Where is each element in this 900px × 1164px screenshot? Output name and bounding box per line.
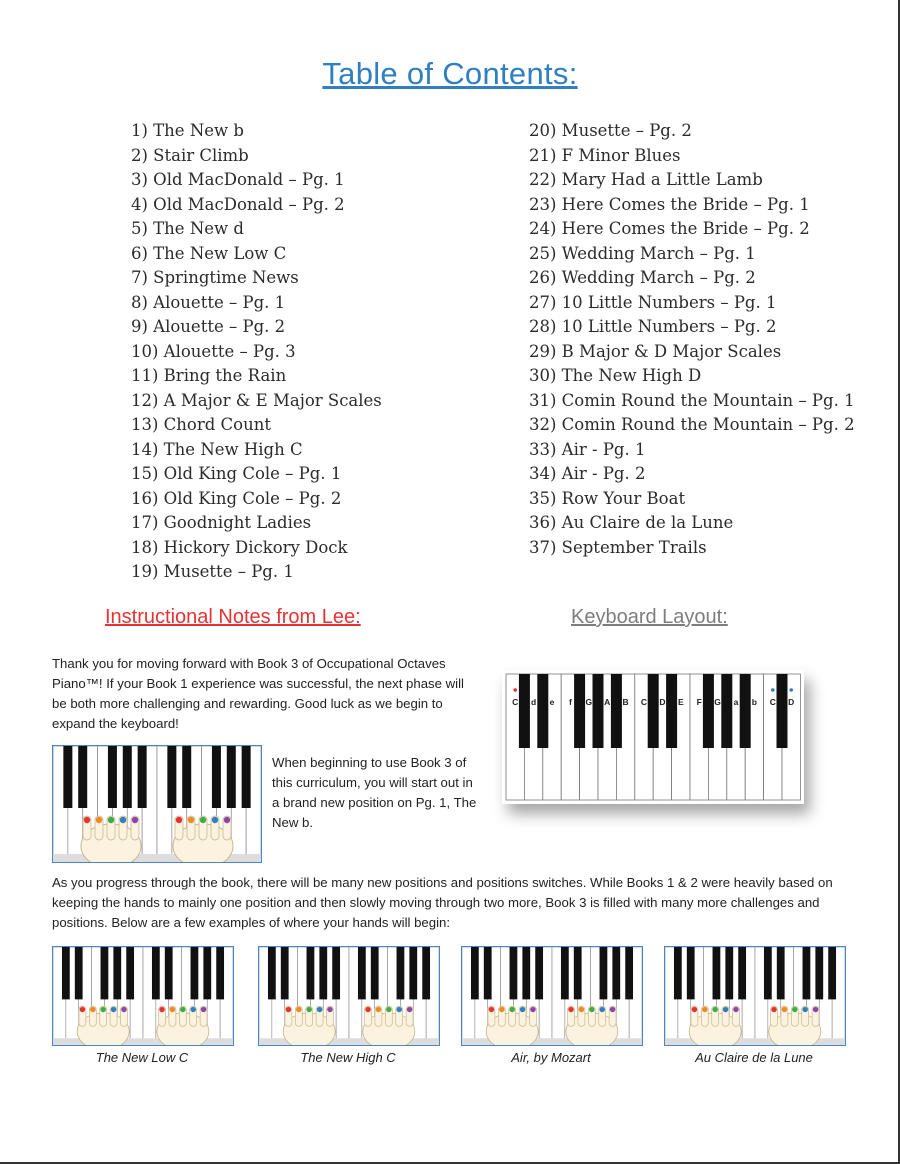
toc-entry: 4) Old MacDonald – Pg. 2 bbox=[131, 194, 345, 214]
fingertip-dot bbox=[200, 817, 206, 823]
key-label: f bbox=[568, 697, 572, 707]
hand-position-illustration bbox=[462, 947, 642, 1045]
fingertip-dot bbox=[96, 817, 102, 823]
black-key bbox=[510, 947, 518, 999]
toc-entry: 12) A Major & E Major Scales bbox=[131, 390, 382, 410]
fingertip-dot bbox=[121, 1007, 127, 1012]
toc-entry: 19) Musette – Pg. 1 bbox=[131, 562, 294, 581]
toc-entry: 15) Old King Cole – Pg. 1 bbox=[131, 464, 342, 483]
fingertip-dot bbox=[159, 1007, 165, 1012]
toc-entry: 14) The New High C bbox=[131, 439, 303, 459]
toc-entry: 21) F Minor Blues bbox=[529, 145, 681, 165]
fingertip-dot bbox=[188, 817, 194, 823]
key-label: D bbox=[659, 697, 666, 707]
black-key bbox=[666, 674, 677, 748]
toc-entry: 23) Here Comes the Bride – Pg. 1 bbox=[529, 194, 810, 214]
black-key bbox=[62, 947, 70, 999]
hand-position-illustration bbox=[53, 746, 261, 862]
key-label: d bbox=[530, 697, 537, 707]
toc-entry: 20) Musette – Pg. 2 bbox=[529, 121, 692, 140]
toc-entry: 5) The New d bbox=[131, 219, 244, 238]
toc-entry: 22) Mary Had a Little Lamb bbox=[529, 170, 763, 189]
fingertip-dot bbox=[530, 1007, 536, 1012]
toc-entry: 1) The New b bbox=[131, 121, 244, 140]
fingertip-dot bbox=[813, 1007, 819, 1012]
hands-new-high-c-image bbox=[258, 946, 440, 1046]
key-label: b bbox=[751, 697, 758, 707]
black-key bbox=[522, 947, 530, 999]
toc-entry: 18) Hickory Dickory Dock bbox=[131, 537, 348, 557]
red-dot-marker bbox=[513, 688, 517, 692]
black-key bbox=[242, 746, 251, 808]
fingertip-dot bbox=[306, 1007, 312, 1012]
keyboard-layout-diagram bbox=[502, 670, 804, 804]
toc-entry: 33) Air - Pg. 1 bbox=[529, 439, 646, 459]
black-key bbox=[593, 674, 604, 748]
fingertip-dot bbox=[212, 817, 218, 823]
fingertip-dot bbox=[296, 1007, 302, 1012]
fingertip-dot bbox=[599, 1007, 605, 1012]
fingertip-dot bbox=[610, 1007, 616, 1012]
toc-entry: 6) The New Low C bbox=[131, 243, 287, 263]
fingertip-dot bbox=[692, 1007, 698, 1012]
toc-entry: 30) The New High D bbox=[529, 366, 702, 385]
fingertip-dot bbox=[702, 1007, 708, 1012]
key-label: C bbox=[512, 697, 519, 707]
black-key bbox=[764, 947, 772, 999]
hand-position-illustration bbox=[259, 947, 439, 1045]
fingertip-dot bbox=[286, 1007, 292, 1012]
key-label: G bbox=[714, 697, 721, 707]
fingertip-dot bbox=[80, 1007, 86, 1012]
black-key bbox=[165, 947, 173, 999]
toc-entry: 26) Wedding March – Pg. 2 bbox=[529, 268, 756, 287]
toc-entry: 17) Goodnight Ladies bbox=[131, 513, 312, 532]
fingertip-dot bbox=[568, 1007, 574, 1012]
hand-position-illustration bbox=[665, 947, 845, 1045]
toc-entry: 36) Au Claire de la Lune bbox=[529, 513, 734, 532]
black-key bbox=[113, 947, 121, 999]
black-key bbox=[574, 947, 582, 999]
black-key bbox=[537, 674, 548, 748]
key-label: E bbox=[677, 697, 684, 707]
black-key bbox=[108, 746, 117, 808]
fingertip-dot bbox=[489, 1007, 495, 1012]
black-key bbox=[611, 674, 622, 748]
black-key bbox=[227, 746, 236, 808]
key-label: C bbox=[769, 697, 776, 707]
hands-au-claire-image bbox=[664, 946, 846, 1046]
fingertip-dot bbox=[802, 1007, 808, 1012]
key-label: B bbox=[622, 697, 629, 707]
black-key bbox=[126, 947, 134, 999]
black-key bbox=[612, 947, 620, 999]
toc-entry: 29) B Major & D Major Scales bbox=[529, 341, 782, 361]
caption-new-high-c: The New High C bbox=[300, 1050, 396, 1065]
positions-paragraph: As you progress through the book, there will be many new positions and positions switches. While Books 1 & 2 were heavily based on keeping the hands to mainly one position and then slowly moving through two more, Book 3 is filled with many more challenges and positions. Below are a few examples of where your hands will begin: bbox=[52, 875, 833, 930]
black-key bbox=[78, 746, 87, 808]
black-key bbox=[828, 947, 836, 999]
fingertip-dot bbox=[723, 1007, 729, 1012]
fingertip-dot bbox=[90, 1007, 96, 1012]
black-key bbox=[738, 947, 746, 999]
black-key bbox=[777, 947, 785, 999]
toc-entry: 34) Air - Pg. 2 bbox=[529, 464, 646, 483]
key-label: A bbox=[604, 697, 611, 707]
fingertip-dot bbox=[190, 1007, 196, 1012]
black-key bbox=[600, 947, 608, 999]
toc-entry: 37) September Trails bbox=[529, 537, 707, 557]
toc-entry: 3) Old MacDonald – Pg. 1 bbox=[131, 170, 345, 189]
black-key bbox=[212, 746, 221, 808]
black-key bbox=[687, 947, 695, 999]
fingertip-dot bbox=[589, 1007, 595, 1012]
key-label: D bbox=[788, 697, 795, 707]
hands-air-mozart-image bbox=[461, 946, 643, 1046]
black-key bbox=[123, 746, 132, 808]
fingertip-dot bbox=[499, 1007, 505, 1012]
instructional-notes-heading: Instructional Notes from Lee: bbox=[105, 606, 361, 628]
black-key bbox=[167, 746, 176, 808]
fingertip-dot bbox=[376, 1007, 382, 1012]
key-label: C bbox=[640, 697, 648, 707]
caption-air-mozart: Air, by Mozart bbox=[511, 1050, 591, 1065]
toc-entry: 27) 10 Little Numbers – Pg. 1 bbox=[529, 292, 777, 312]
black-key bbox=[777, 674, 788, 748]
toc-left-column bbox=[131, 119, 382, 585]
fingertip-dot bbox=[396, 1007, 402, 1012]
hands-new-b-image bbox=[52, 745, 262, 863]
black-key bbox=[561, 947, 569, 999]
hands-new-low-c-image bbox=[52, 946, 234, 1046]
toc-entry: 2) Stair Climb bbox=[131, 145, 249, 165]
fingertip-dot bbox=[579, 1007, 585, 1012]
toc-entry: 28) 10 Little Numbers – Pg. 2 bbox=[529, 317, 777, 336]
book3-start-paragraph: When beginning to use Book 3 of this curriculum, you will start out in a brand new position on Pg. 1, The New b. bbox=[272, 755, 477, 830]
fingertip-dot bbox=[782, 1007, 788, 1012]
black-key bbox=[409, 947, 417, 999]
fingertip-dot bbox=[365, 1007, 371, 1012]
black-key bbox=[713, 947, 721, 999]
fingertip-dot bbox=[84, 817, 90, 823]
fingertip-dot bbox=[792, 1007, 798, 1012]
black-key bbox=[63, 746, 72, 808]
black-key bbox=[674, 947, 682, 999]
black-key bbox=[138, 746, 147, 808]
toc-entry: 31) Comin Round the Mountain – Pg. 1 bbox=[529, 390, 855, 410]
fingertip-dot bbox=[407, 1007, 413, 1012]
key-label: F bbox=[696, 697, 702, 707]
fingertip-dot bbox=[327, 1007, 333, 1012]
black-key bbox=[281, 947, 289, 999]
black-key bbox=[75, 947, 83, 999]
black-key bbox=[182, 746, 191, 808]
black-key bbox=[648, 674, 659, 748]
keyboard-layout-heading: Keyboard Layout: bbox=[571, 606, 728, 628]
black-key bbox=[484, 947, 492, 999]
key-label: G bbox=[585, 697, 593, 707]
black-key bbox=[203, 947, 211, 999]
toc-entry: 16) Old King Cole – Pg. 2 bbox=[131, 488, 342, 508]
toc-entry: 8) Alouette – Pg. 1 bbox=[131, 292, 286, 312]
black-key bbox=[740, 674, 751, 748]
black-key bbox=[319, 947, 327, 999]
key-label: a bbox=[733, 697, 739, 707]
fingertip-dot bbox=[176, 817, 182, 823]
black-key bbox=[216, 947, 224, 999]
black-key bbox=[358, 947, 366, 999]
toc-entry: 25) Wedding March – Pg. 1 bbox=[529, 243, 756, 263]
toc-entry: 35) Row Your Boat bbox=[529, 488, 686, 508]
toc-entry: 7) Springtime News bbox=[131, 268, 299, 287]
black-key bbox=[191, 947, 199, 999]
black-key bbox=[519, 674, 530, 748]
black-key bbox=[332, 947, 340, 999]
fingertip-dot bbox=[170, 1007, 176, 1012]
caption-au-claire: Au Claire de la Lune bbox=[695, 1050, 813, 1065]
black-key bbox=[815, 947, 823, 999]
black-key bbox=[152, 947, 160, 999]
page-title: Table of Contents: bbox=[322, 56, 578, 91]
caption-new-low-c: The New Low C bbox=[95, 1050, 189, 1065]
black-key bbox=[268, 947, 276, 999]
toc-entry: 24) Here Comes the Bride – Pg. 2 bbox=[529, 219, 810, 238]
fingertip-dot bbox=[712, 1007, 718, 1012]
toc-right-column bbox=[529, 119, 855, 560]
toc-entry: 11) Bring the Rain bbox=[131, 366, 287, 385]
black-key bbox=[703, 674, 714, 748]
fingertip-dot bbox=[180, 1007, 186, 1012]
fingertip-dot bbox=[111, 1007, 117, 1012]
fingertip-dot bbox=[317, 1007, 323, 1012]
fingertip-dot bbox=[386, 1007, 392, 1012]
black-key bbox=[307, 947, 315, 999]
black-key bbox=[625, 947, 633, 999]
black-key bbox=[721, 674, 732, 748]
black-key bbox=[101, 947, 109, 999]
fingertip-dot bbox=[733, 1007, 739, 1012]
fingertip-dot bbox=[771, 1007, 777, 1012]
black-key bbox=[535, 947, 543, 999]
blue-dot-marker bbox=[771, 688, 775, 692]
toc-entry: 32) Comin Round the Mountain – Pg. 2 bbox=[529, 415, 855, 434]
black-key bbox=[397, 947, 405, 999]
fingertip-dot bbox=[509, 1007, 515, 1012]
black-key bbox=[725, 947, 733, 999]
toc-entry: 10) Alouette – Pg. 3 bbox=[131, 341, 296, 361]
toc-entry: 9) Alouette – Pg. 2 bbox=[131, 317, 286, 336]
black-key bbox=[422, 947, 430, 999]
blue-dot-marker bbox=[789, 688, 793, 692]
toc-entry: 13) Chord Count bbox=[131, 415, 272, 434]
fingertip-dot bbox=[120, 817, 126, 823]
fingertip-dot bbox=[100, 1007, 106, 1012]
fingertip-dot bbox=[520, 1007, 526, 1012]
fingertip-dot bbox=[224, 817, 230, 823]
key-label: e bbox=[549, 697, 555, 707]
black-key bbox=[574, 674, 585, 748]
fingertip-dot bbox=[201, 1007, 207, 1012]
intro-paragraph: Thank you for moving forward with Book 3 of Occupational Octaves Piano™! If your Book 1 experience was successful, the next phase will be both more challenging and rewarding. Good luck as we begin to expand the keyboard! bbox=[52, 656, 464, 731]
fingertip-dot bbox=[108, 817, 114, 823]
black-key bbox=[371, 947, 379, 999]
hand-position-illustration bbox=[53, 947, 233, 1045]
black-key bbox=[803, 947, 811, 999]
black-key bbox=[471, 947, 479, 999]
fingertip-dot bbox=[132, 817, 138, 823]
keyboard-svg bbox=[502, 670, 804, 804]
